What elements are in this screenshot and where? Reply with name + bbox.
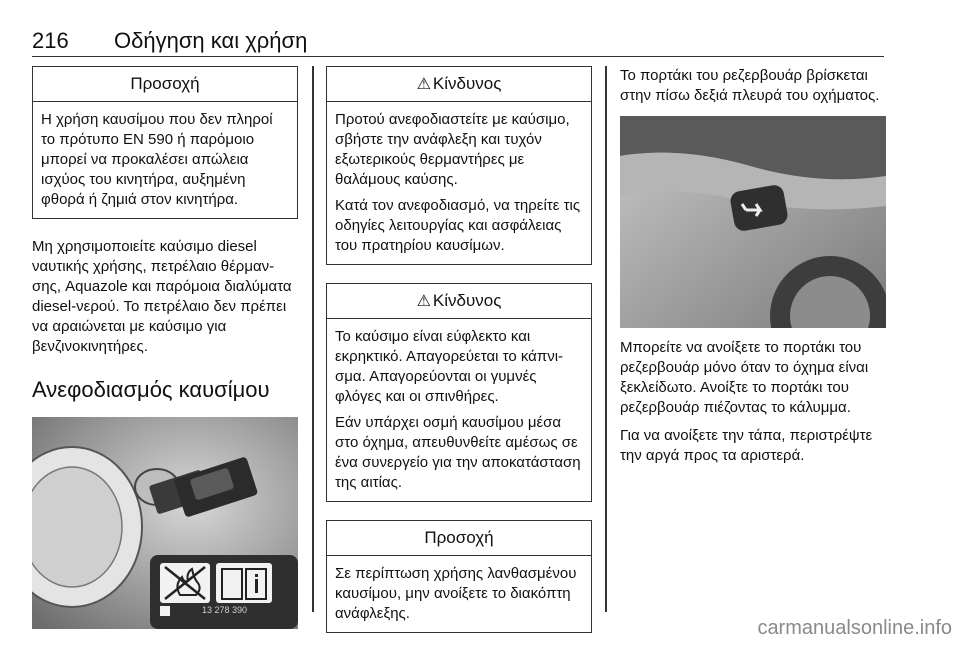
fuel-cap-open-text: Για να ανοίξετε την τάπα, περιστρέψτε την αργά προς τα αριστερά. (620, 427, 873, 464)
danger-text: Προτού ανεφοδιαστείτε με καύσιμο, σβήστε την ανάφλεξη και τυχόν εξωτερικούς θερμαντήρες με θαλάμους καύσης. (335, 111, 570, 188)
caution-text: Η χρήση καυσίμου που δεν πληροί το πρότυπο EN 590 ή παρόμοιο μπορεί να προκαλέσει απώλεια ισχύος του κινητήρα, αυξημένη φθορά ή ζημιά στον κινητήρα. (41, 111, 273, 208)
danger-title: Κίνδυνος (432, 74, 502, 93)
caution-title: Προσοχή (327, 521, 591, 556)
caution-box-2 (326, 520, 592, 633)
danger-title: Κίνδυνος (432, 291, 502, 310)
column-3 (620, 66, 890, 474)
car-fuel-door-image (620, 116, 886, 328)
danger-text: Κατά τον ανεφοδιασμό, να τηρείτε τις οδηγίες λειτουργίας και ασφάλειας του πρατηρίου καυσίμων. (335, 197, 581, 254)
fuel-cap-image (32, 417, 298, 629)
section-heading: Ανεφοδιασμός καυσίμου (32, 377, 270, 402)
diesel-paragraph: Μη χρησιμοποιείτε καύσιμο diesel ναυτικής χρήσης, πετρέλαιο θέρμανσης, Aquazole και παρόμοια διαλύματα diesel-νερού. Το πετρέλαιο δεν πρέπει να αραιώνεται με καύσιμο για βενζινοκινητήρες. (32, 238, 292, 355)
fuel-door-location-text: Το πορτάκι του ρεζερβουάρ βρίσκεται στην πίσω δεξιά πλευρά του οχήματος. (620, 67, 880, 104)
manual-book-icon (216, 563, 272, 603)
column-divider-1 (312, 66, 314, 612)
caution-title: Προσοχή (33, 67, 297, 102)
column-1 (32, 66, 298, 629)
danger-text: Εάν υπάρχει οσμή καυσίμου μέσα στο όχημα, απευθυνθείτε αμέσως σε ένα συνεργείο για την αποκατάσταση της αιτίας. (335, 414, 581, 491)
page-header (32, 22, 884, 57)
no-fire-icon (160, 563, 210, 603)
column-divider-2 (605, 66, 607, 612)
chapter-title: Οδήγηση και χρήση (114, 28, 308, 53)
warning-icon: ⚠ (416, 76, 431, 93)
danger-box-1 (326, 66, 592, 265)
column-2 (326, 66, 592, 651)
warning-icon: ⚠ (416, 293, 431, 310)
caution-box (32, 66, 298, 219)
caution-text: Σε περίπτωση χρήσης λανθασμένου καυσίμου, μην ανοίξετε το διακόπτη ανάφλεξης. (335, 565, 577, 622)
fuel-door-open-text: Μπορείτε να ανοίξετε το πορτάκι του ρεζερβουάρ μόνο όταν το όχημα είναι ξεκλείδωτο. Ανοίξτε το πορτάκι του ρεζερβουάρ πιέζοντας το κάλυμμα. (620, 339, 869, 416)
watermark: carmanualsonline.info (757, 617, 952, 639)
image-code: 13 278 390 (202, 605, 248, 615)
danger-text: Το καύσιμο είναι εύφλεκτο και εκρηκτικό. Απαγορεύεται το κάπνισμα. Απαγορεύονται οι γυμνές φλόγες και οι σπινθήρες. (335, 328, 564, 405)
danger-box-2 (326, 283, 592, 502)
page-number: 216 (32, 28, 69, 53)
